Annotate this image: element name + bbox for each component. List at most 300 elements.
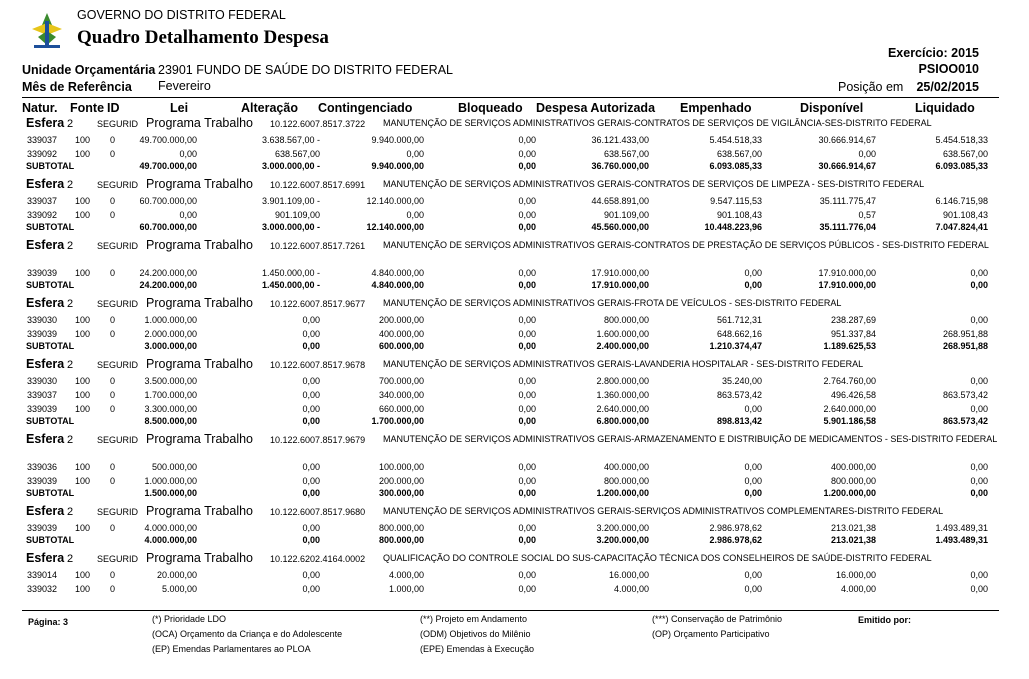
cell-empenhado: 9.547.115,53	[710, 196, 762, 206]
table-row	[0, 149, 1029, 161]
esfera-number: 2	[67, 506, 74, 518]
cell-empenhado: 561.712,31	[716, 315, 762, 325]
table-row	[0, 196, 1029, 208]
subtotal-lei: 4.000.000,00	[144, 535, 197, 545]
subtotal-contingenciado: 4.840.000,00	[371, 280, 424, 290]
cell-natur: 339092	[27, 149, 58, 159]
cell-empenhado: 2.986.978,62	[709, 523, 762, 533]
subtotal-liquidado: 6.093.085,33	[935, 161, 988, 171]
note-projeto: (**) Projeto em Andamento	[420, 614, 528, 624]
subtotal-disponivel: 213.021,38	[830, 535, 876, 545]
cell-contingenciado: 0,00	[406, 210, 424, 220]
cell-alteracao: 0,00	[302, 584, 320, 594]
cell-liquidado: 0,00	[970, 268, 988, 278]
col-id: ID	[107, 101, 120, 115]
subtotal-disponivel: 5.901.186,58	[823, 416, 876, 426]
cell-liquidado: 0,00	[970, 376, 988, 386]
subtotal-row	[0, 416, 1029, 428]
table-row	[0, 315, 1029, 327]
subtotal-bloqueado: 0,00	[518, 416, 536, 426]
cell-disponivel: 800.000,00	[830, 476, 876, 486]
subtotal-lei: 49.700.000,00	[139, 161, 197, 171]
cell-despesa: 4.000,00	[613, 584, 649, 594]
table-row	[0, 404, 1029, 416]
note-odm: (ODM) Objetivos do Milênio	[420, 629, 531, 639]
cell-id: 0	[110, 329, 116, 339]
programa-description: MANUTENÇÃO DE SERVIÇOS ADMINISTRATIVOS GERAIS-SERVIÇOS ADMINISTRATIVOS COMPLEMENTARES-DISTRITO FEDERAL	[383, 506, 944, 516]
cell-empenhado: 35.240,00	[721, 376, 762, 386]
cell-id: 0	[110, 315, 116, 325]
col-liquidado: Liquidado	[915, 101, 975, 115]
programa-code: 10.122.6007.8517.9680	[270, 507, 366, 517]
table-row	[0, 390, 1029, 402]
cell-liquidado: 1.493.489,31	[935, 523, 988, 533]
cell-alteracao: 0,00	[302, 476, 320, 486]
cell-alteracao: 1.450.000,00 -	[261, 268, 320, 278]
table-row	[0, 329, 1029, 341]
programa-description: MANUTENÇÃO DE SERVIÇOS ADMINISTRATIVOS GERAIS-LAVANDERIA HOSPITALAR - SES-DISTRITO FEDERAL	[383, 359, 864, 369]
esfera-number: 2	[67, 359, 74, 371]
subtotal-contingenciado: 12.140.000,00	[366, 222, 424, 232]
cell-disponivel: 35.111.775,47	[819, 196, 876, 206]
esfera-row	[0, 177, 1029, 193]
cell-id: 0	[110, 462, 116, 472]
cell-liquidado: 6.146.715,98	[935, 196, 988, 206]
programa-code: 10.122.6007.8517.6991	[270, 180, 366, 190]
cell-despesa: 400.000,00	[603, 462, 649, 472]
cell-lei: 1.000.000,00	[144, 476, 197, 486]
cell-fonte: 100	[75, 329, 91, 339]
cell-bloqueado: 0,00	[518, 462, 536, 472]
subtotal-empenhado: 10.448.223,96	[704, 222, 762, 232]
cell-alteracao: 3.638.567,00 -	[261, 135, 320, 145]
cell-alteracao: 0,00	[302, 462, 320, 472]
subtotal-alteracao: 3.000.000,00 -	[261, 161, 320, 171]
esfera-label: Esfera	[26, 551, 65, 565]
cell-lei: 20.000,00	[156, 570, 197, 580]
subtotal-lei: 1.500.000,00	[144, 488, 197, 498]
cell-disponivel: 0,00	[858, 149, 876, 159]
cell-lei: 3.500.000,00	[144, 376, 197, 386]
table-row	[0, 570, 1029, 582]
cell-liquidado: 0,00	[970, 462, 988, 472]
cell-id: 0	[110, 268, 116, 278]
col-alteracao: Alteração	[241, 101, 298, 115]
funcao-label: SEGURID	[97, 241, 139, 251]
cell-empenhado: 901.108,43	[716, 210, 762, 220]
cell-liquidado: 0,00	[970, 476, 988, 486]
cell-liquidado: 268.951,88	[942, 329, 988, 339]
cell-despesa: 800.000,00	[603, 476, 649, 486]
cell-id: 0	[110, 390, 116, 400]
cell-fonte: 100	[75, 196, 91, 206]
subtotal-despesa: 1.200.000,00	[596, 488, 649, 498]
subtotal-bloqueado: 0,00	[518, 488, 536, 498]
subtotal-lei: 3.000.000,00	[144, 341, 197, 351]
cell-liquidado: 5.454.518,33	[935, 135, 988, 145]
report-code: PSIOO010	[918, 62, 979, 76]
subtotal-label: SUBTOTAL	[26, 280, 75, 290]
note-epe: (EPE) Emendas à Execução	[420, 644, 535, 654]
cell-natur: 339014	[27, 570, 58, 580]
cell-natur: 339092	[27, 210, 58, 220]
cell-alteracao: 0,00	[302, 523, 320, 533]
esfera-row	[0, 432, 1029, 458]
subtotal-empenhado: 1.210.374,47	[709, 341, 762, 351]
cell-id: 0	[110, 210, 116, 220]
cell-id: 0	[110, 376, 116, 386]
cell-bloqueado: 0,00	[518, 584, 536, 594]
table-row	[0, 376, 1029, 388]
government-name: GOVERNO DO DISTRITO FEDERAL	[77, 8, 286, 22]
cell-contingenciado: 400.000,00	[378, 329, 424, 339]
unidade-value: 23901 FUNDO DE SAÚDE DO DISTRITO FEDERAL	[158, 63, 453, 77]
programa-label: Programa Trabalho	[146, 116, 254, 130]
subtotal-liquidado: 863.573,42	[942, 416, 988, 426]
cell-bloqueado: 0,00	[518, 376, 536, 386]
programa-label: Programa Trabalho	[146, 177, 254, 191]
subtotal-despesa: 3.200.000,00	[596, 535, 649, 545]
funcao-label: SEGURID	[97, 299, 139, 309]
cell-empenhado: 0,00	[744, 268, 762, 278]
funcao-label: SEGURID	[97, 507, 139, 517]
cell-bloqueado: 0,00	[518, 404, 536, 414]
cell-contingenciado: 100.000,00	[378, 462, 424, 472]
cell-natur: 339030	[27, 315, 58, 325]
cell-natur: 339039	[27, 329, 58, 339]
subtotal-bloqueado: 0,00	[518, 341, 536, 351]
programa-description: MANUTENÇÃO DE SERVIÇOS ADMINISTRATIVOS GERAIS-CONTRATOS DE PRESTAÇÃO DE SERVIÇOS PÚBLICOS - SES-DISTRITO FEDERAL	[383, 240, 989, 250]
subtotal-liquidado: 7.047.824,41	[935, 222, 988, 232]
cell-liquidado: 638.567,00	[942, 149, 988, 159]
cell-lei: 1.700.000,00	[144, 390, 197, 400]
cell-fonte: 100	[75, 149, 91, 159]
esfera-row	[0, 551, 1029, 567]
subtotal-bloqueado: 0,00	[518, 535, 536, 545]
unidade-label: Unidade Orçamentária	[22, 63, 156, 77]
cell-despesa: 17.910.000,00	[591, 268, 649, 278]
cell-fonte: 100	[75, 523, 91, 533]
cell-natur: 339039	[27, 523, 58, 533]
cell-empenhado: 863.573,42	[716, 390, 762, 400]
subtotal-label: SUBTOTAL	[26, 161, 75, 171]
programa-label: Programa Trabalho	[146, 357, 254, 371]
cell-lei: 49.700.000,00	[139, 135, 197, 145]
cell-contingenciado: 4.840.000,00	[371, 268, 424, 278]
programa-label: Programa Trabalho	[146, 238, 254, 252]
cell-alteracao: 0,00	[302, 390, 320, 400]
cell-lei: 24.200.000,00	[139, 268, 197, 278]
subtotal-alteracao: 1.450.000,00 -	[261, 280, 320, 290]
subtotal-despesa: 36.760.000,00	[591, 161, 649, 171]
programa-description: QUALIFICAÇÃO DO CONTROLE SOCIAL DO SUS-CAPACITAÇÃO TÉCNICA DOS CONSELHEIROS DE SAÚDE-DISTRITO FEDERAL	[383, 553, 932, 563]
subtotal-row	[0, 280, 1029, 292]
cell-empenhado: 638.567,00	[716, 149, 762, 159]
cell-fonte: 100	[75, 584, 91, 594]
cell-despesa: 2.640.000,00	[596, 404, 649, 414]
cell-disponivel: 17.910.000,00	[818, 268, 876, 278]
cell-lei: 2.000.000,00	[144, 329, 197, 339]
subtotal-row	[0, 222, 1029, 234]
esfera-label: Esfera	[26, 357, 65, 371]
programa-code: 10.122.6007.8517.9678	[270, 360, 366, 370]
cell-id: 0	[110, 570, 116, 580]
cell-contingenciado: 660.000,00	[378, 404, 424, 414]
subtotal-row	[0, 341, 1029, 353]
cell-liquidado: 0,00	[970, 584, 988, 594]
cell-fonte: 100	[75, 210, 91, 220]
col-disponivel: Disponível	[800, 101, 864, 115]
cell-natur: 339039	[27, 476, 58, 486]
col-natur: Natur.	[22, 101, 58, 115]
funcao-label: SEGURID	[97, 554, 139, 564]
cell-natur: 339030	[27, 376, 58, 386]
esfera-label: Esfera	[26, 432, 65, 446]
cell-disponivel: 2.764.760,00	[823, 376, 876, 386]
cell-contingenciado: 700.000,00	[378, 376, 424, 386]
cell-fonte: 100	[75, 135, 91, 145]
cell-bloqueado: 0,00	[518, 268, 536, 278]
cell-fonte: 100	[75, 476, 91, 486]
cell-lei: 4.000.000,00	[144, 523, 197, 533]
subtotal-despesa: 17.910.000,00	[591, 280, 649, 290]
col-contingenciado: Contingenciado	[318, 101, 413, 115]
cell-lei: 0,00	[179, 149, 197, 159]
table-row	[0, 268, 1029, 280]
cell-empenhado: 648.662,16	[716, 329, 762, 339]
esfera-row	[0, 504, 1029, 520]
subtotal-label: SUBTOTAL	[26, 416, 75, 426]
subtotal-empenhado: 2.986.978,62	[709, 535, 762, 545]
cell-alteracao: 0,00	[302, 404, 320, 414]
subtotal-despesa: 6.800.000,00	[596, 416, 649, 426]
cell-lei: 0,00	[179, 210, 197, 220]
esfera-label: Esfera	[26, 177, 65, 191]
subtotal-contingenciado: 300.000,00	[378, 488, 424, 498]
cell-natur: 339036	[27, 462, 58, 472]
subtotal-liquidado: 268.951,88	[942, 341, 988, 351]
programa-description: MANUTENÇÃO DE SERVIÇOS ADMINISTRATIVOS GERAIS-CONTRATOS DE SERVIÇOS DE LIMPEZA - SES-DISTRITO FEDERAL	[383, 179, 925, 189]
cell-fonte: 100	[75, 462, 91, 472]
cell-natur: 339032	[27, 584, 58, 594]
subtotal-contingenciado: 600.000,00	[378, 341, 424, 351]
cell-natur: 339039	[27, 404, 58, 414]
esfera-row	[0, 238, 1029, 264]
programa-code: 10.122.6202.4164.0002	[270, 554, 366, 564]
esfera-number: 2	[67, 179, 74, 191]
note-prioridade: (*) Prioridade LDO	[152, 614, 227, 624]
cell-alteracao: 0,00	[302, 315, 320, 325]
table-row	[0, 584, 1029, 596]
note-op: (OP) Orçamento Participativo	[652, 629, 770, 639]
subtotal-lei: 8.500.000,00	[144, 416, 197, 426]
cell-despesa: 901.109,00	[603, 210, 649, 220]
cell-fonte: 100	[75, 404, 91, 414]
col-empenhado: Empenhado	[680, 101, 752, 115]
cell-bloqueado: 0,00	[518, 476, 536, 486]
cell-id: 0	[110, 523, 116, 533]
cell-alteracao: 901.109,00	[274, 210, 320, 220]
cell-contingenciado: 9.940.000,00	[371, 135, 424, 145]
esfera-label: Esfera	[26, 238, 65, 252]
cell-despesa: 16.000,00	[608, 570, 649, 580]
mes-label: Mês de Referência	[22, 80, 132, 94]
esfera-row	[0, 357, 1029, 373]
cell-bloqueado: 0,00	[518, 329, 536, 339]
cell-lei: 3.300.000,00	[144, 404, 197, 414]
subtotal-alteracao: 0,00	[302, 488, 320, 498]
esfera-number: 2	[67, 118, 74, 130]
subtotal-row	[0, 535, 1029, 547]
cell-lei: 60.700.000,00	[139, 196, 197, 206]
subtotal-alteracao: 0,00	[302, 535, 320, 545]
page-title: Quadro Detalhamento Despesa	[77, 27, 329, 48]
cell-liquidado: 901.108,43	[942, 210, 988, 220]
cell-bloqueado: 0,00	[518, 149, 536, 159]
cell-empenhado: 0,00	[744, 570, 762, 580]
cell-disponivel: 0,57	[858, 210, 876, 220]
cell-disponivel: 30.666.914,67	[818, 135, 876, 145]
subtotal-row	[0, 488, 1029, 500]
programa-description: MANUTENÇÃO DE SERVIÇOS ADMINISTRATIVOS GERAIS-FROTA DE VEÍCULOS - SES-DISTRITO FEDERAL	[383, 298, 842, 308]
cell-fonte: 100	[75, 570, 91, 580]
cell-contingenciado: 1.000,00	[388, 584, 424, 594]
programa-label: Programa Trabalho	[146, 504, 254, 518]
table-row	[0, 210, 1029, 222]
subtotal-bloqueado: 0,00	[518, 280, 536, 290]
programa-label: Programa Trabalho	[146, 551, 254, 565]
cell-contingenciado: 340.000,00	[378, 390, 424, 400]
mes-value: Fevereiro	[158, 79, 211, 93]
cell-despesa: 3.200.000,00	[596, 523, 649, 533]
cell-contingenciado: 200.000,00	[378, 476, 424, 486]
subtotal-liquidado: 0,00	[970, 280, 988, 290]
col-bloqueado: Bloqueado	[458, 101, 523, 115]
esfera-row	[0, 116, 1029, 132]
subtotal-disponivel: 30.666.914,67	[818, 161, 876, 171]
cell-bloqueado: 0,00	[518, 390, 536, 400]
cell-liquidado: 863.573,42	[942, 390, 988, 400]
programa-code: 10.122.6007.8517.7261	[270, 241, 366, 251]
cell-contingenciado: 200.000,00	[378, 315, 424, 325]
subtotal-contingenciado: 1.700.000,00	[371, 416, 424, 426]
table-row	[0, 476, 1029, 488]
programa-description: MANUTENÇÃO DE SERVIÇOS ADMINISTRATIVOS GERAIS-ARMAZENAMENTO E DISTRIBUIÇÃO DE MEDICAMENTOS - SES-DISTRITO FEDERAL	[383, 434, 998, 444]
funcao-label: SEGURID	[97, 360, 139, 370]
cell-id: 0	[110, 135, 116, 145]
emitido-por: Emitido por:	[858, 615, 911, 625]
cell-empenhado: 0,00	[744, 476, 762, 486]
cell-empenhado: 0,00	[744, 462, 762, 472]
posicao-label: Posição em	[838, 80, 904, 94]
cell-liquidado: 0,00	[970, 570, 988, 580]
cell-id: 0	[110, 149, 116, 159]
cell-bloqueado: 0,00	[518, 196, 536, 206]
note-oca: (OCA) Orçamento da Criança e do Adolescente	[152, 629, 343, 639]
cell-lei: 5.000,00	[161, 584, 197, 594]
subtotal-empenhado: 0,00	[744, 488, 762, 498]
note-conservacao: (***) Conservação de Patrimônio	[652, 614, 783, 624]
programa-label: Programa Trabalho	[146, 432, 254, 446]
subtotal-despesa: 45.560.000,00	[591, 222, 649, 232]
cell-contingenciado: 4.000,00	[388, 570, 424, 580]
esfera-number: 2	[67, 553, 74, 565]
programa-code: 10.122.6007.8517.9679	[270, 435, 366, 445]
cell-bloqueado: 0,00	[518, 315, 536, 325]
subtotal-alteracao: 0,00	[302, 341, 320, 351]
cell-contingenciado: 0,00	[406, 149, 424, 159]
esfera-number: 2	[67, 240, 74, 252]
cell-disponivel: 496.426,58	[830, 390, 876, 400]
subtotal-lei: 24.200.000,00	[139, 280, 197, 290]
subtotal-disponivel: 1.189.625,53	[823, 341, 876, 351]
col-despesa: Despesa Autorizada	[536, 101, 656, 115]
funcao-label: SEGURID	[97, 435, 139, 445]
esfera-row	[0, 296, 1029, 312]
cell-id: 0	[110, 584, 116, 594]
programa-code: 10.122.6007.8517.3722	[270, 119, 366, 129]
cell-alteracao: 0,00	[302, 570, 320, 580]
subtotal-row	[0, 161, 1029, 173]
subtotal-empenhado: 898.813,42	[716, 416, 762, 426]
posicao-value: 25/02/2015	[916, 80, 979, 94]
cell-despesa: 638.567,00	[603, 149, 649, 159]
col-fonte: Fonte	[70, 101, 105, 115]
cell-disponivel: 238.287,69	[830, 315, 876, 325]
subtotal-lei: 60.700.000,00	[139, 222, 197, 232]
table-row	[0, 523, 1029, 535]
subtotal-label: SUBTOTAL	[26, 222, 75, 232]
subtotal-liquidado: 0,00	[970, 488, 988, 498]
esfera-number: 2	[67, 434, 74, 446]
cell-contingenciado: 800.000,00	[378, 523, 424, 533]
cell-despesa: 1.360.000,00	[596, 390, 649, 400]
subtotal-bloqueado: 0,00	[518, 222, 536, 232]
esfera-label: Esfera	[26, 116, 65, 130]
table-row	[0, 462, 1029, 474]
cell-empenhado: 5.454.518,33	[709, 135, 762, 145]
footer-divider	[22, 610, 999, 611]
cell-lei: 500.000,00	[151, 462, 197, 472]
cell-id: 0	[110, 196, 116, 206]
cell-despesa: 800.000,00	[603, 315, 649, 325]
cell-fonte: 100	[75, 376, 91, 386]
cell-id: 0	[110, 476, 116, 486]
cell-alteracao: 638.567,00	[274, 149, 320, 159]
esfera-label: Esfera	[26, 296, 65, 310]
cell-bloqueado: 0,00	[518, 210, 536, 220]
cell-despesa: 44.658.891,00	[591, 196, 649, 206]
programa-label: Programa Trabalho	[146, 296, 254, 310]
page-number: Página: 3	[28, 617, 69, 627]
cell-disponivel: 16.000,00	[835, 570, 876, 580]
programa-code: 10.122.6007.8517.9677	[270, 299, 366, 309]
cell-disponivel: 2.640.000,00	[823, 404, 876, 414]
esfera-number: 2	[67, 298, 74, 310]
cell-contingenciado: 12.140.000,00	[366, 196, 424, 206]
note-ep: (EP) Emendas Parlamentares ao PLOA	[152, 644, 311, 654]
table-row	[0, 135, 1029, 147]
cell-bloqueado: 0,00	[518, 135, 536, 145]
cell-alteracao: 3.901.109,00 -	[261, 196, 320, 206]
cell-bloqueado: 0,00	[518, 570, 536, 580]
cell-liquidado: 0,00	[970, 404, 988, 414]
col-lei: Lei	[170, 101, 189, 115]
cell-disponivel: 213.021,38	[830, 523, 876, 533]
exercicio: Exercício: 2015	[887, 46, 979, 60]
cell-natur: 339037	[27, 135, 58, 145]
subtotal-label: SUBTOTAL	[26, 488, 75, 498]
